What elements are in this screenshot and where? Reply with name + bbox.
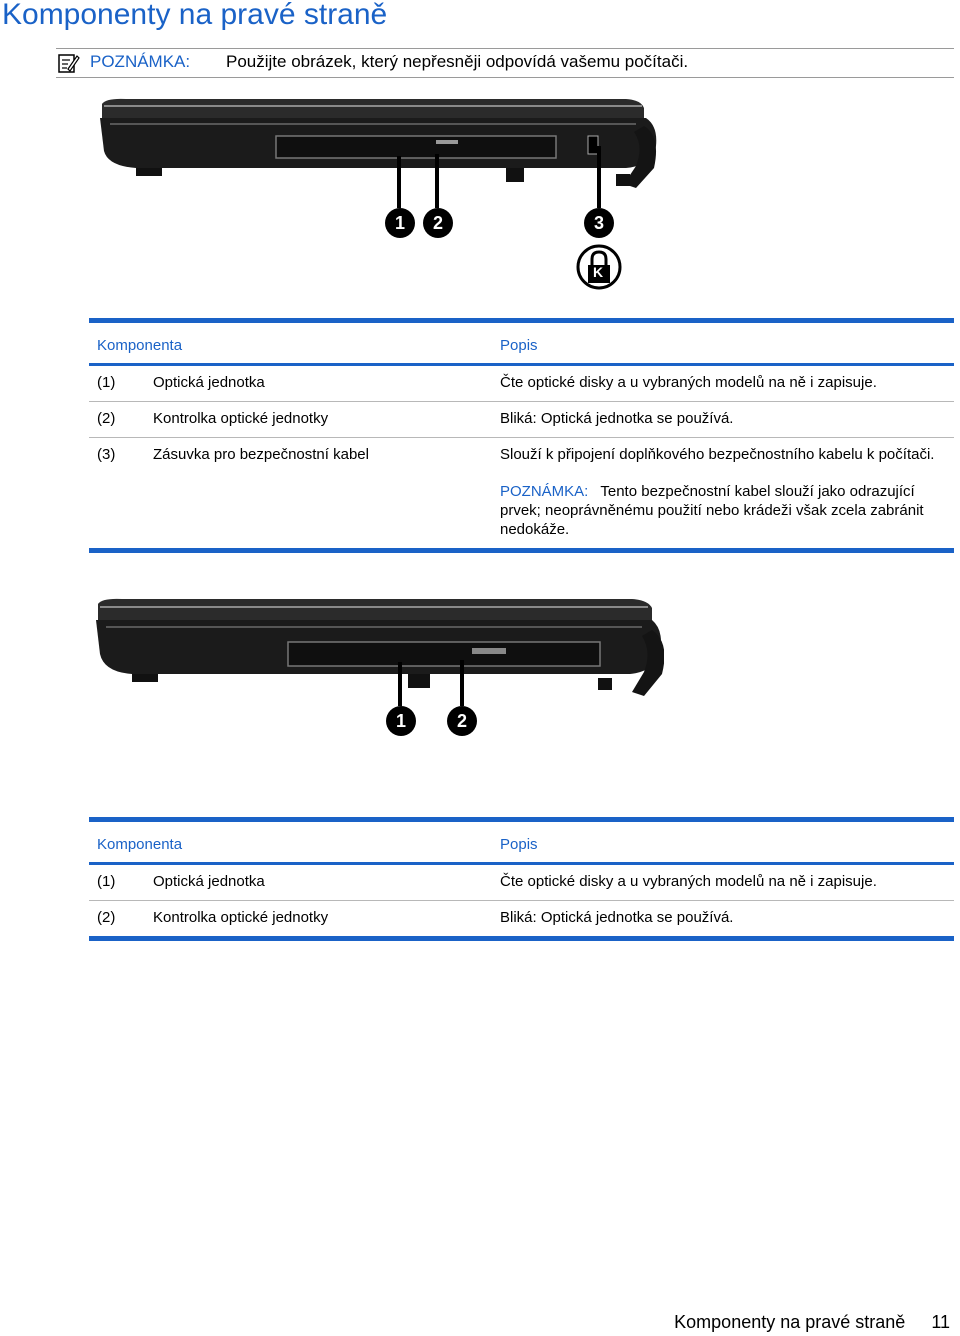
header-component: Komponenta (89, 820, 500, 864)
laptop-right-side-figure-1 (96, 96, 666, 296)
page-footer (674, 1312, 950, 1333)
table-row (89, 365, 954, 402)
note-pencil-icon (58, 52, 80, 74)
table-row (89, 864, 954, 901)
note-text: Použijte obrázek, který nepřesněji odpovídá vašemu počítači. (226, 52, 689, 71)
note-label: POZNÁMKA: (90, 52, 191, 71)
table-row (89, 438, 954, 551)
lock-icon-letter: K (593, 264, 604, 280)
top-note (56, 48, 954, 78)
row-number: (2) (89, 901, 153, 939)
callout-3: 3 (584, 208, 614, 238)
row-description: Čte optické disky a u vybraných modelů na ně i zapisuje. (500, 864, 954, 901)
row-number: (1) (89, 864, 153, 901)
inline-note-text: Tento bezpečnostní kabel slouží jako odrazující prvek; neoprávněnému použití nebo krádeži však zcela zabránit nedokáže. (500, 483, 924, 538)
row-description: Slouží k připojení doplňkového bezpečnostního kabelu k počítači. (500, 446, 935, 463)
header-description: Popis (500, 820, 954, 864)
callout-2: 2 (423, 208, 453, 238)
row-number: (1) (89, 365, 153, 402)
callout-1: 1 (386, 706, 416, 736)
header-component: Komponenta (89, 321, 500, 365)
row-component: Kontrolka optické jednotky (153, 402, 500, 438)
row-component: Optická jednotka (153, 864, 500, 901)
row-description: Bliká: Optická jednotka se používá. (500, 402, 954, 438)
row-number: (3) (89, 438, 153, 551)
row-component: Optická jednotka (153, 365, 500, 402)
components-table-2 (89, 817, 954, 941)
header-description: Popis (500, 321, 954, 365)
security-lock-icon (574, 244, 624, 290)
inline-note-label: POZNÁMKA: (500, 483, 589, 500)
row-number: (2) (89, 402, 153, 438)
components-table-1 (89, 318, 954, 553)
callout-2: 2 (447, 706, 477, 736)
table-row (89, 402, 954, 438)
footer-section-title: Komponenty na pravé straně (674, 1312, 906, 1332)
page-title: Komponenty na pravé straně (2, 0, 388, 31)
page-number: 11 (931, 1312, 950, 1332)
inline-note (500, 482, 954, 539)
row-description-with-note (500, 438, 954, 551)
table-row (89, 901, 954, 939)
row-component: Zásuvka pro bezpečnostní kabel (153, 438, 500, 551)
row-description: Bliká: Optická jednotka se používá. (500, 901, 954, 939)
row-component: Kontrolka optické jednotky (153, 901, 500, 939)
callout-1: 1 (385, 208, 415, 238)
row-description: Čte optické disky a u vybraných modelů na ně i zapisuje. (500, 365, 954, 402)
laptop-right-side-figure-2 (92, 596, 664, 731)
